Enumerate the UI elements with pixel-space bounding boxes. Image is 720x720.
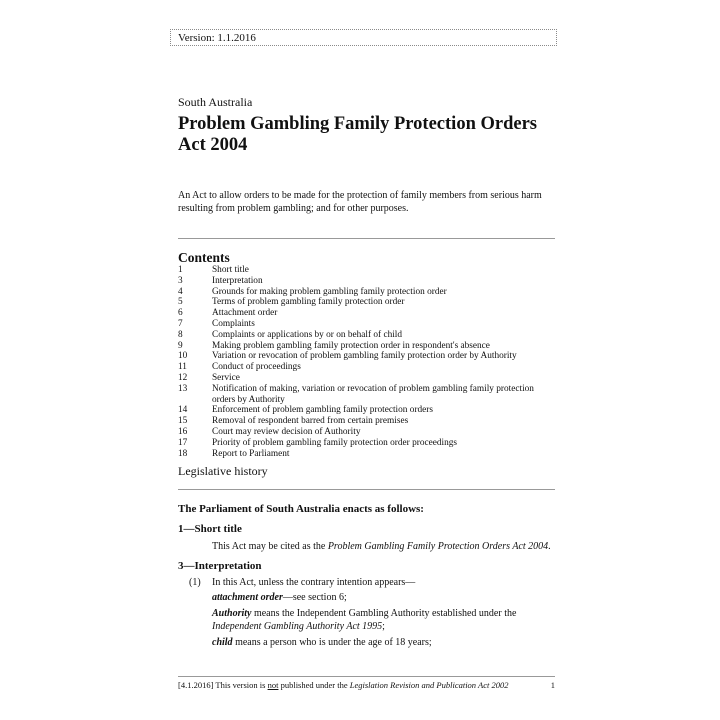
toc-entry-title: Complaints or applications by or on behalf of child xyxy=(212,329,403,340)
footer-note xyxy=(178,680,541,691)
footer-divider xyxy=(178,676,555,677)
toc-entry[interactable] xyxy=(178,287,558,298)
act-title-line-1: Problem Gambling Family Protection Orders xyxy=(178,114,537,134)
defined-term: attachment order xyxy=(212,592,283,603)
toc-entry-number: 18 xyxy=(178,448,188,459)
toc-entry-number: 12 xyxy=(178,372,188,383)
toc-entry-title: Making problem gambling family protection order in respondent's absence xyxy=(212,340,490,351)
toc-entry-number: 15 xyxy=(178,416,188,427)
toc-entry[interactable] xyxy=(178,427,558,438)
footer-underlined: not xyxy=(267,680,279,690)
toc-entry-title: Notification of making, variation or revocation of problem gambling family protection orders by Authority xyxy=(212,383,534,405)
toc-entry-title: Report to Parliament xyxy=(212,448,290,459)
contents-heading: Contents xyxy=(178,250,230,265)
toc-entry-number: 11 xyxy=(178,362,187,373)
long-title xyxy=(178,189,558,215)
toc-entry-title: Conduct of proceedings xyxy=(212,362,301,373)
definition-child xyxy=(212,637,557,650)
divider xyxy=(178,238,555,239)
footer-date: [4.1.2016] xyxy=(178,680,214,690)
toc-entry[interactable] xyxy=(178,265,558,276)
toc-entry[interactable] xyxy=(178,362,558,373)
toc-entry[interactable] xyxy=(178,449,558,460)
toc-entry[interactable] xyxy=(178,351,558,362)
jurisdiction: South Australia xyxy=(178,95,253,109)
definition-tail: ; xyxy=(382,620,385,632)
toc-entry[interactable] xyxy=(178,405,558,416)
act-title-line-2: Act 2004 xyxy=(178,135,248,155)
toc-entry[interactable] xyxy=(178,276,558,287)
page-footer xyxy=(178,680,555,691)
toc-entry[interactable] xyxy=(178,416,558,427)
toc-entry-title: Enforcement of problem gambling family protection orders xyxy=(212,405,433,416)
toc-entry[interactable] xyxy=(178,297,558,308)
toc-entry-title: Short title xyxy=(212,265,249,275)
toc-entry[interactable] xyxy=(178,438,558,449)
page-number: 1 xyxy=(550,680,555,690)
definition-text: means the Independent Gambling Authority established under the xyxy=(251,608,517,619)
toc-entry-title: Service xyxy=(212,372,240,383)
toc-entry[interactable] xyxy=(178,373,558,384)
section-3-heading: 3—Interpretation xyxy=(178,560,262,572)
toc-entry-title: Removal of respondent barred from certain premises xyxy=(212,416,409,427)
defined-term: child xyxy=(212,637,233,648)
footer-text: This version is xyxy=(213,680,268,690)
subsection-number: (1) xyxy=(189,577,201,588)
toc-entry-title: Interpretation xyxy=(212,275,263,286)
toc-entry-number: 6 xyxy=(178,308,183,319)
footer-text: published under the xyxy=(278,680,350,690)
definition-attachment-order xyxy=(212,592,557,605)
toc-entry-number: 14 xyxy=(178,405,188,416)
toc-entry-title: Court may review decision of Authority xyxy=(212,426,361,437)
toc-entry[interactable] xyxy=(178,308,558,319)
toc-entry-number: 7 xyxy=(178,318,183,329)
toc-entry-number: 13 xyxy=(178,383,188,394)
section-1-text-after: . xyxy=(548,541,551,552)
definition-act-name: Independent Gambling Authority Act 1995 xyxy=(212,620,383,632)
section-1-text xyxy=(212,541,551,554)
defined-term: Authority xyxy=(212,608,252,619)
toc-entry-title: Priority of problem gambling family protection order proceedings xyxy=(212,437,458,448)
toc-entry-number: 5 xyxy=(178,297,183,308)
definition-authority xyxy=(212,608,557,633)
toc-entry-title: Grounds for making problem gambling family protection order xyxy=(212,286,447,297)
toc-entry-number: 3 xyxy=(178,275,183,286)
definition-text: means a person who is under the age of 18 years; xyxy=(232,637,432,648)
toc-entry-number: 1 xyxy=(178,265,183,275)
act-title xyxy=(178,114,558,156)
definition-text: —see section 6; xyxy=(282,592,347,603)
toc-entry[interactable] xyxy=(178,341,558,352)
toc-entry-number: 4 xyxy=(178,286,183,297)
toc-entry[interactable] xyxy=(178,330,558,341)
toc-entry-number: 16 xyxy=(178,426,188,437)
enacting-formula: The Parliament of South Australia enacts as follows: xyxy=(178,503,424,515)
toc-entry-title: Terms of problem gambling family protection order xyxy=(212,297,405,308)
toc-entry-number: 8 xyxy=(178,329,183,340)
toc-entry-number: 17 xyxy=(178,437,188,448)
table-of-contents xyxy=(178,265,558,459)
toc-entry[interactable] xyxy=(178,319,558,330)
toc-entry[interactable] xyxy=(178,384,558,406)
section-1-act-name: Problem Gambling Family Protection Orders Act 2004 xyxy=(327,541,549,552)
section-1-heading: 1—Short title xyxy=(178,523,242,535)
legislative-history-link[interactable]: Legislative history xyxy=(178,464,268,478)
long-title-line-1: An Act to allow orders to be made for the protection of family members from serious harm xyxy=(178,190,542,201)
section-1-text-before: This Act may be cited as the xyxy=(212,541,328,552)
long-title-line-2: resulting from problem gambling; and for other purposes. xyxy=(178,203,409,214)
toc-entry-title: Complaints xyxy=(212,318,255,329)
toc-entry-title: Variation or revocation of problem gambling family protection order by Authority xyxy=(212,351,517,362)
divider xyxy=(178,489,555,490)
footer-act-name: Legislation Revision and Publication Act 2002 xyxy=(349,680,509,690)
version-label: Version: 1.1.2016 xyxy=(170,29,557,46)
toc-entry-title: Attachment order xyxy=(212,308,278,319)
toc-entry-number: 10 xyxy=(178,351,188,362)
toc-entry-number: 9 xyxy=(178,340,183,351)
subsection-text: In this Act, unless the contrary intention appears— xyxy=(212,577,416,588)
